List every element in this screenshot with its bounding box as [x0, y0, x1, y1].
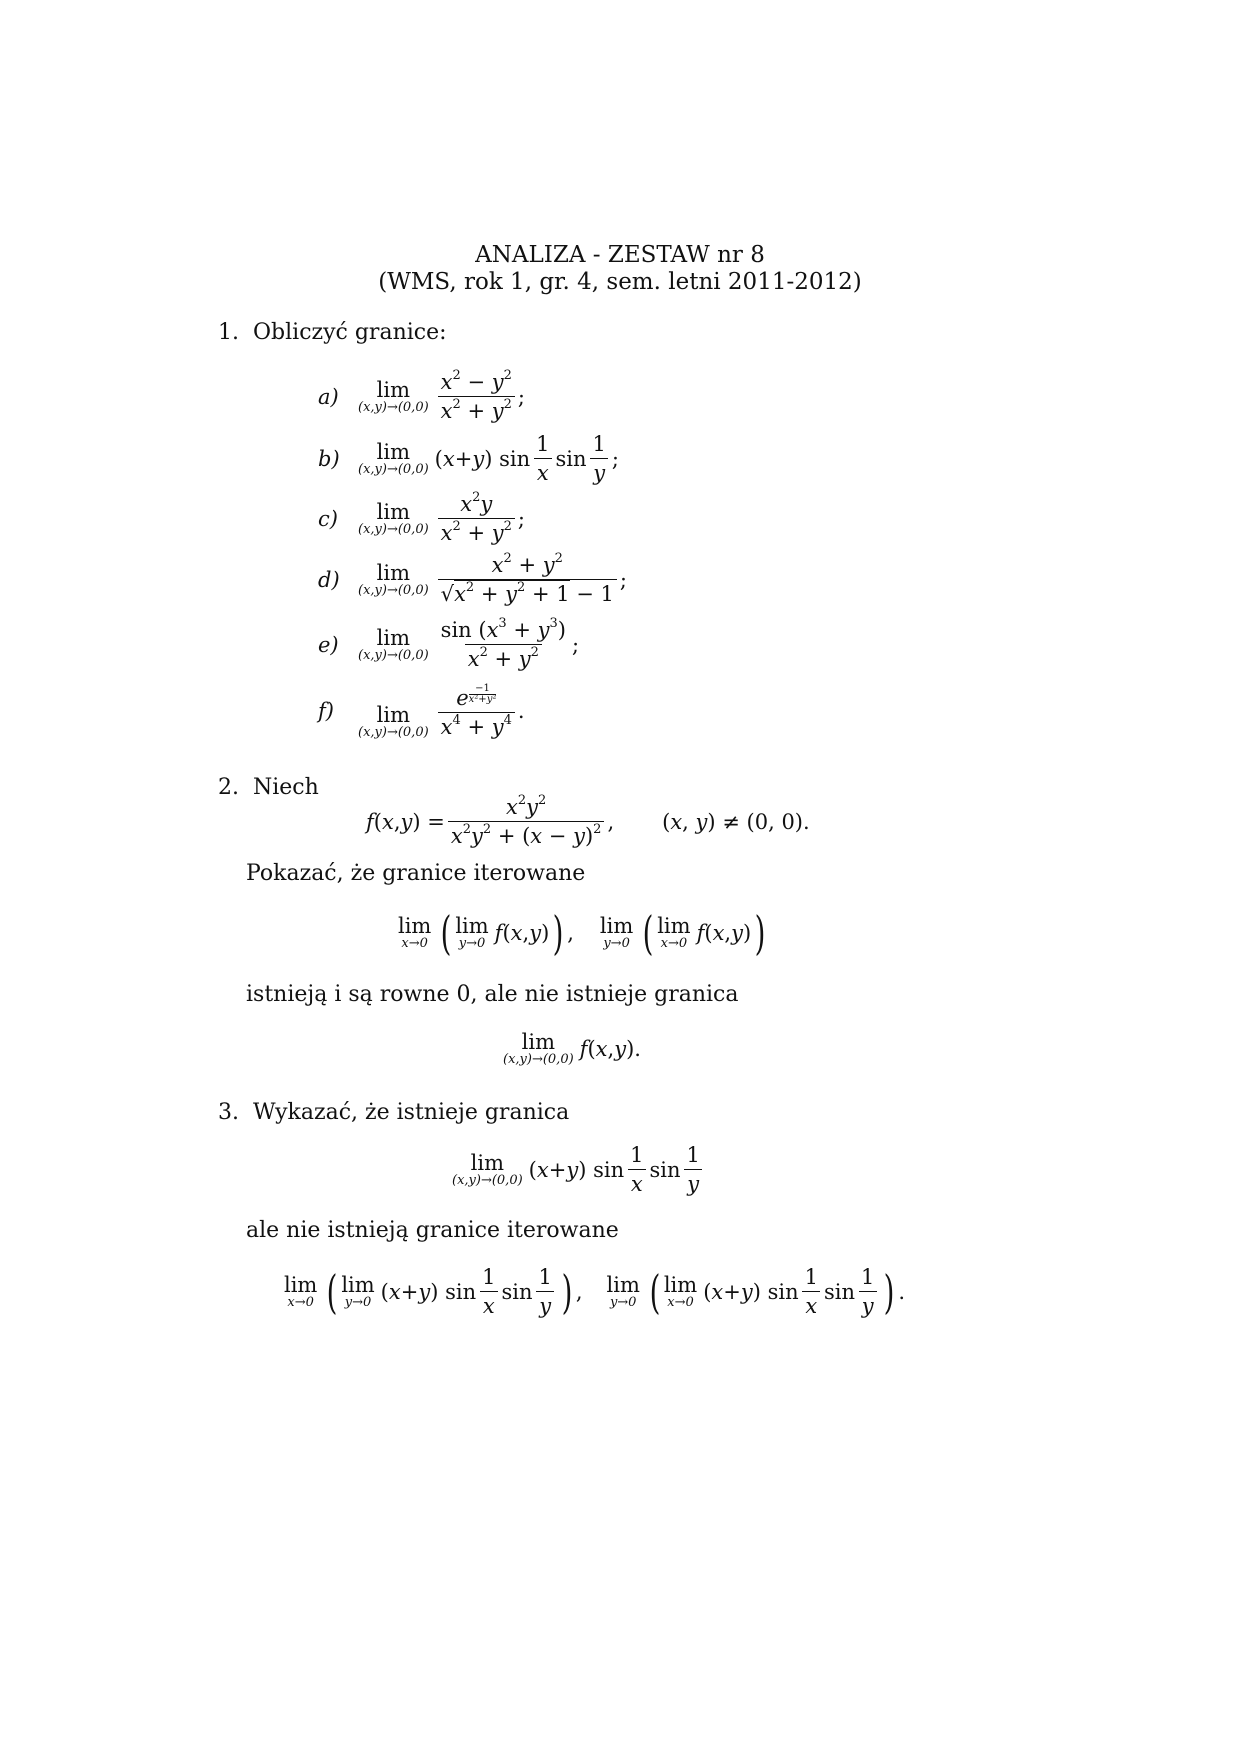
problem-number: 2. [218, 775, 239, 800]
limit-operator: lim (x,y)→(0,0) [358, 560, 429, 598]
problem-number: 1. [218, 320, 239, 345]
item-label: e) [318, 632, 339, 657]
problem-text: Wykazać, że istnieje granica [253, 1100, 570, 1125]
problem-1e: e) lim (x,y)→(0,0) $\frac{\sin (x^3 + y^3)}{x^2 + y^2}$ ; [318, 616, 580, 671]
limit-operator: lim (x,y)→(0,0) [358, 439, 429, 477]
problem-1a: a) lim (x,y)→(0,0) $\frac{x^2 - y^2}{x^2 + y^2}$ ; [318, 368, 525, 423]
problem-text: Niech [253, 775, 319, 800]
problem-number: 3. [218, 1100, 239, 1125]
problem-1-heading [218, 320, 447, 345]
limit-operator: lim (x,y)→(0,0) [358, 703, 429, 740]
item-label: a) [318, 384, 339, 409]
double-limit: lim (x,y)→(0,0) f ( x , y ). [503, 1030, 641, 1067]
document-subtitle: (WMS, rok 1, gr. 4, sem. letni 2011-2012) [378, 269, 862, 295]
problem-1f: f) lim (x,y)→(0,0) e $\frac{-1}{\text{x²+y²}}$ $x^4 + y^4$ . [318, 682, 525, 740]
function-definition: f ( x , y ) = $\frac{x^2y^2}{x^2y^2 + (x - y)^2}$ , (x, y) ≠ (0, 0). [366, 793, 810, 848]
limit-operator: lim (x,y)→(0,0) [358, 499, 429, 537]
iterated-limits: lim x→0 ( lim y→0 ( x + y ) sin $\frac{1}{x}$ sin $\frac{1}{y}$ ) , lim y→0 ( lim x→0 ( x + y ) sin $\frac{1}{x}$ sin $\frac{1}{y}$ ) . [284, 1264, 906, 1319]
problem-2-heading [218, 775, 319, 800]
problem-1b: b) lim (x,y)→(0,0) ( x + y ) sin $\frac{1}{x}$ sin $\frac{1}{y}$ ; [318, 432, 619, 485]
limit-operator: lim (x,y)→(0,0) [358, 625, 429, 663]
iterated-limits: lim x→0 ( lim y→0 f ( x , y ) ) , lim y→0 ( lim x→0 f ( x , y ) ) [398, 906, 766, 960]
problem-text: Obliczyć granice: [253, 320, 447, 345]
item-label: f) [318, 699, 334, 723]
item-label: d) [318, 567, 340, 592]
problem-3-text2: ale nie istnieją granice iterowane [246, 1218, 619, 1243]
problem-1d: d) lim (x,y)→(0,0) $\frac{x^2 + y^2}{√x^2 + y^2 + 1 - 1}$ ; [318, 551, 627, 606]
problem-3-heading [218, 1100, 569, 1125]
problem-2-text3: istnieją i są rowne 0, ale nie istnieje granica [246, 982, 739, 1007]
problem-1c: c) lim (x,y)→(0,0) $\frac{x^2y}{x^2 + y^2}$ ; [318, 490, 525, 545]
item-label: c) [318, 506, 338, 531]
item-label: b) [318, 446, 340, 471]
document-title: ANALIZA - ZESTAW nr 8 [475, 242, 765, 268]
problem-2-text2: Pokazać, że granice iterowane [246, 861, 586, 886]
double-limit: lim (x,y)→(0,0) ( x + y ) sin $\frac{1}{x}$ sin $\frac{1}{y}$ [452, 1143, 706, 1196]
fraction: $\frac{x^2 - y^2}{x^2 + y^2}$ [438, 370, 515, 423]
limit-operator: lim (x,y)→(0,0) [358, 377, 429, 415]
